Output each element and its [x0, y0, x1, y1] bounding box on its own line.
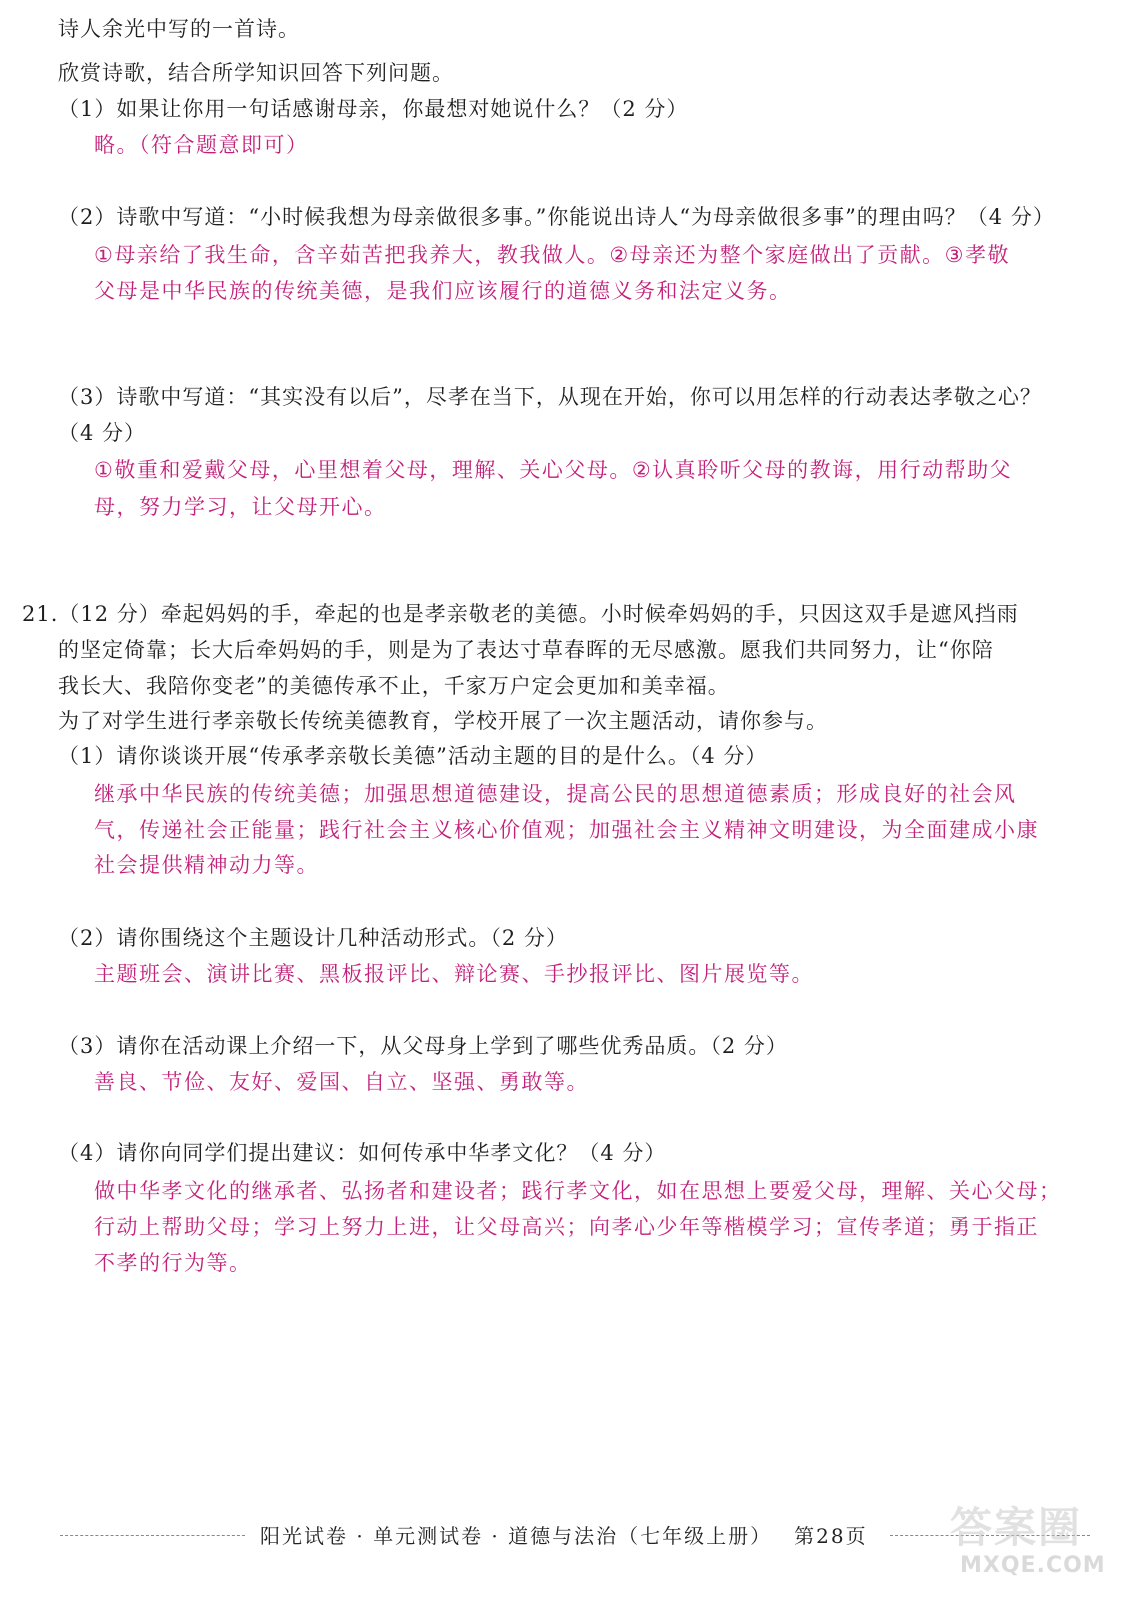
q20-3-question-line-2: （4 分）	[58, 421, 147, 445]
footer-title: 阳光试卷 · 单元测试卷 · 道德与法治（七年级上册）	[260, 1524, 773, 1548]
intro-line-2: 欣赏诗歌，结合所学知识回答下列问题。	[58, 61, 454, 85]
footer-page-number: 第28页	[794, 1524, 868, 1548]
q21-stem-line-4: 为了对学生进行孝亲敬长传统美德教育，学校开展了一次主题活动，请你参与。	[58, 709, 828, 733]
q21-stem-line-1: 21.（12 分）牵起妈妈的手，牵起的也是孝亲敬老的美德。小时候牵妈妈的手，只因这双手是遮风挡雨	[22, 602, 1019, 626]
q20-1-answer: 略。（符合题意即可）	[94, 133, 309, 157]
q21-2-question: （2）请你围绕这个主题设计几种活动形式。（2 分）	[58, 926, 568, 950]
q21-1-answer-line-2: 气，传递社会正能量；践行社会主义核心价值观；加强社会主义精神文明建设，为全面建成小康	[94, 818, 1039, 842]
watermark-logo	[940, 1495, 1130, 1590]
q21-1-answer-line-3: 社会提供精神动力等。	[94, 853, 319, 877]
q21-3-answer: 善良、节俭、友好、爱国、自立、坚强、勇敢等。	[94, 1070, 589, 1094]
footer-rule-left	[60, 1535, 245, 1536]
q21-stem-line-3: 我长大、我陪你变老”的美德传承不止，千家万户定会更加和美幸福。	[58, 674, 730, 698]
q21-1-question: （1）请你谈谈开展“传承孝亲敬长美德”活动主题的目的是什么。（4 分）	[58, 744, 768, 768]
footer-text	[260, 1520, 868, 1549]
q21-4-question: （4）请你向同学们提出建议：如何传承中华孝文化？（4 分）	[58, 1141, 667, 1165]
intro-line-1: 诗人余光中写的一首诗。	[58, 17, 300, 41]
q20-2-question: （2）诗歌中写道：“小时候我想为母亲做很多事。”你能说出诗人“为母亲做很多事”的理由吗？（4 分）	[58, 205, 1055, 229]
q21-4-answer-line-3: 不孝的行为等。	[94, 1251, 252, 1275]
q21-stem-line-2: 的坚定倚靠；长大后牵妈妈的手，则是为了表达寸草春晖的无尽感激。愿我们共同努力，让“你陪	[58, 638, 994, 662]
q20-3-answer-line-2: 母，努力学习，让父母开心。	[94, 495, 387, 519]
q20-1-question: （1）如果让你用一句话感谢母亲，你最想对她说什么？（2 分）	[58, 97, 689, 121]
watermark-text-1: 答案圈	[950, 1503, 1083, 1552]
q21-4-answer-line-1: 做中华孝文化的继承者、弘扬者和建设者；践行孝文化，如在思想上要爱父母，理解、关心父母；	[94, 1179, 1062, 1203]
watermark-text-2: MXQE.COM	[960, 1553, 1106, 1578]
q20-3-answer-line-1: ①敬重和爱戴父母，心里想着父母，理解、关心父母。②认真聆听父母的教诲，用行动帮助父	[94, 458, 1013, 482]
q20-3-question-line-1: （3）诗歌中写道：“其实没有以后”，尽孝在当下，从现在开始，你可以用怎样的行动表达孝敬之心？	[58, 385, 1042, 409]
q20-2-answer-line-1: ①母亲给了我生命，含辛茹苦把我养大，教我做人。②母亲还为整个家庭做出了贡献。③孝敬	[94, 243, 1010, 267]
q21-1-answer-line-1: 继承中华民族的传统美德；加强思想道德建设，提高公民的思想道德素质；形成良好的社会风	[94, 782, 1017, 806]
q20-2-answer-line-2: 父母是中华民族的传统美德，是我们应该履行的道德义务和法定义务。	[94, 279, 792, 303]
q21-2-answer: 主题班会、演讲比赛、黑板报评比、辩论赛、手抄报评比、图片展览等。	[94, 962, 814, 986]
q21-3-question: （3）请你在活动课上介绍一下，从父母身上学到了哪些优秀品质。（2 分）	[58, 1034, 788, 1058]
q21-4-answer-line-2: 行动上帮助父母；学习上努力上进，让父母高兴；向孝心少年等楷模学习；宣传孝道；勇于指正	[94, 1215, 1039, 1239]
